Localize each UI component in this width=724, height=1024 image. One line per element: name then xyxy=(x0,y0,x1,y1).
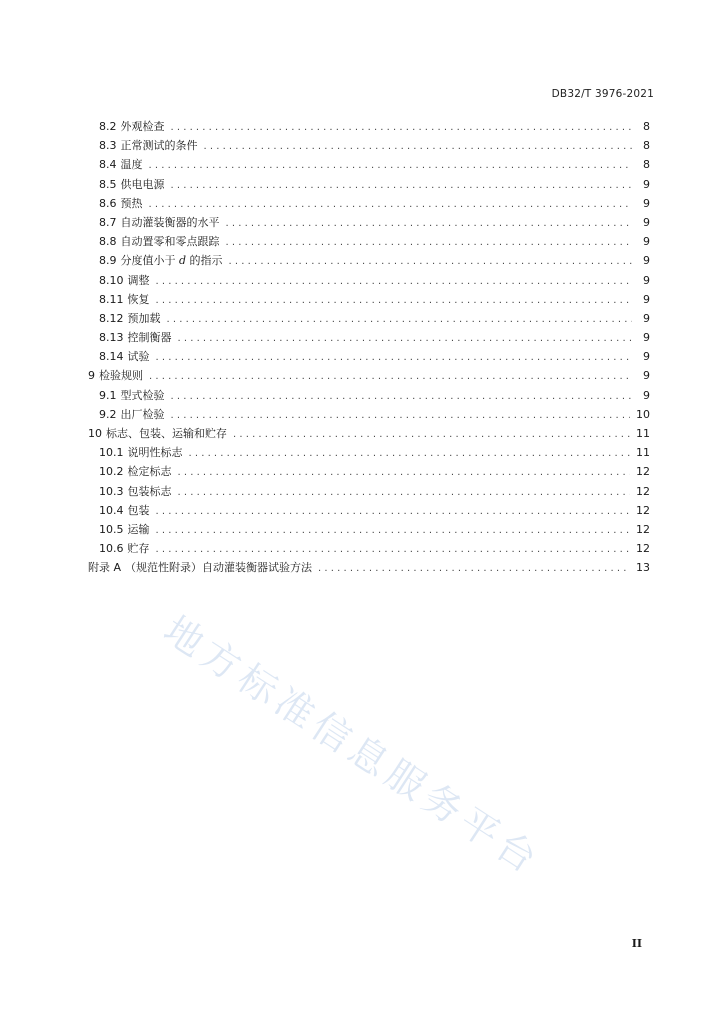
toc-entry-page: 11 xyxy=(636,427,650,440)
toc-entry-number: 10.3 xyxy=(99,484,124,498)
toc-entry-number: 8.11 xyxy=(99,292,124,306)
toc-entry-page: 9 xyxy=(643,369,650,383)
toc-entry-page: 9 xyxy=(643,388,650,402)
toc-leader-dots xyxy=(156,272,633,291)
toc-leader-dots xyxy=(171,406,631,425)
toc-entry-title: 温度 xyxy=(120,158,143,172)
toc-leader-dots xyxy=(178,329,633,348)
toc-entry-number: 8.7 xyxy=(99,215,117,229)
toc-entry[interactable] xyxy=(88,175,650,194)
toc-entry[interactable] xyxy=(88,155,650,174)
toc-entry-page: 8 xyxy=(643,120,650,133)
toc-leader-dots xyxy=(156,540,631,559)
document-id: DB32/T 3976-2021 xyxy=(551,88,654,100)
toc-leader-dots xyxy=(178,483,631,502)
toc-leader-dots xyxy=(167,310,633,329)
toc-leader-dots xyxy=(171,118,633,137)
toc-entry-number: 9 xyxy=(88,369,95,383)
toc-entry-title-part: 的指示 xyxy=(186,254,223,268)
toc-entry-number: 8.4 xyxy=(99,158,117,172)
toc-entry-title: 检定标志 xyxy=(127,465,172,479)
toc-entry[interactable] xyxy=(88,386,650,405)
toc-entry-page: 9 xyxy=(643,273,650,287)
toc-entry[interactable] xyxy=(88,539,650,558)
toc-entry-number: 8.10 xyxy=(99,273,124,287)
toc-entry[interactable] xyxy=(88,136,650,155)
toc-entry-page: 8 xyxy=(643,158,650,172)
toc-entry-page: 9 xyxy=(643,254,650,268)
toc-entry-number: 10.1 xyxy=(99,446,124,460)
toc-entry-number: 10.5 xyxy=(99,522,124,536)
toc-entry-number: 8.9 xyxy=(99,254,117,268)
toc-entry-page: 9 xyxy=(643,311,650,325)
toc-leader-dots xyxy=(226,214,633,233)
toc-entry-title: 说明性标志 xyxy=(127,446,183,460)
toc-entry-title: 贮存 xyxy=(127,542,150,556)
toc-entry[interactable] xyxy=(88,482,650,501)
toc-entry-page: 9 xyxy=(643,196,650,210)
toc-leader-dots xyxy=(149,195,633,214)
toc-entry-title: 正常测试的条件 xyxy=(120,139,198,153)
toc-entry-title: 预热 xyxy=(120,196,143,210)
page-number: II xyxy=(631,937,642,950)
toc-entry-title: 检验规则 xyxy=(99,369,143,383)
toc-entry-number: 10 xyxy=(88,427,102,440)
toc-entry-page: 9 xyxy=(643,292,650,306)
toc-entry-title: 供电电源 xyxy=(120,177,165,191)
toc-entry-title: 试验 xyxy=(127,350,150,364)
toc-entry-title: 外观检查 xyxy=(120,120,165,133)
toc-entry-title xyxy=(121,251,223,270)
toc-entry-number: 10.6 xyxy=(99,542,124,556)
toc-entry-number: 附录 A xyxy=(88,561,122,575)
toc-entry-title: 运输 xyxy=(127,522,150,536)
toc-leader-dots xyxy=(233,425,630,444)
toc-entry[interactable] xyxy=(88,443,650,462)
toc-entry-title: 出厂检验 xyxy=(120,407,165,421)
toc-leader-dots xyxy=(156,291,633,310)
toc-entry-title-part: 分度值小于 xyxy=(120,254,179,268)
toc-entry-page: 13 xyxy=(636,561,650,575)
toc-entry-page: 9 xyxy=(643,331,650,345)
toc-leader-dots xyxy=(156,521,631,540)
toc-entry-page: 9 xyxy=(643,350,650,364)
toc-entry[interactable] xyxy=(88,347,650,366)
toc-entry-number: 8.3 xyxy=(99,139,117,153)
toc-entry-title: 包装 xyxy=(127,503,150,517)
toc-entry-page: 12 xyxy=(636,484,650,498)
toc-entry-number: 8.13 xyxy=(99,331,124,345)
toc-entry[interactable] xyxy=(88,405,650,424)
toc-entry-page: 9 xyxy=(643,235,650,249)
toc-entry-number: 9.1 xyxy=(99,388,117,402)
toc-entry-page: 8 xyxy=(643,139,650,153)
toc-entry-title: 恢复 xyxy=(127,292,150,306)
toc-entry-page: 9 xyxy=(643,177,650,191)
toc-entry[interactable] xyxy=(88,558,650,577)
toc-entry[interactable] xyxy=(88,290,650,309)
toc-entry-page: 12 xyxy=(636,503,650,517)
toc-entry[interactable] xyxy=(88,424,650,443)
toc-entry[interactable] xyxy=(88,213,650,232)
toc-leader-dots xyxy=(226,233,633,252)
toc-entry[interactable] xyxy=(88,366,650,385)
toc-entry[interactable] xyxy=(88,520,650,539)
toc-entry[interactable] xyxy=(88,251,650,270)
watermark: 地方标准信息服务平台 xyxy=(156,607,550,885)
toc-leader-dots xyxy=(156,502,631,521)
toc-entry[interactable] xyxy=(88,462,650,481)
toc-entry-page: 12 xyxy=(636,522,650,536)
toc-entry-page: 10 xyxy=(636,407,650,421)
toc-entry-title: （规范性附录）自动灌装衡器试验方法 xyxy=(125,561,313,575)
toc-leader-dots xyxy=(229,252,632,271)
toc-entry[interactable] xyxy=(88,328,650,347)
toc-entry-title: 调整 xyxy=(127,273,150,287)
toc-leader-dots xyxy=(189,444,631,463)
toc-entry-title: 预加载 xyxy=(127,311,161,325)
toc-leader-dots xyxy=(171,387,633,406)
toc-entry[interactable] xyxy=(88,501,650,520)
toc-entry-number: 8.8 xyxy=(99,235,117,249)
toc-leader-dots xyxy=(178,463,631,482)
toc-entry-title-symbol: d xyxy=(179,254,187,268)
toc-entry[interactable] xyxy=(88,309,650,328)
toc-entry-title: 包装标志 xyxy=(127,484,172,498)
toc-entry-number: 9.2 xyxy=(99,407,117,421)
toc-entry-title: 自动置零和零点跟踪 xyxy=(120,235,220,249)
toc-entry[interactable] xyxy=(88,117,650,136)
toc-entry-page: 12 xyxy=(636,465,650,479)
toc-entry-number: 8.14 xyxy=(99,350,124,364)
table-of-contents xyxy=(88,117,650,578)
toc-entry[interactable] xyxy=(88,271,650,290)
toc-leader-dots xyxy=(156,348,633,367)
toc-entry[interactable] xyxy=(88,194,650,213)
toc-entry-number: 8.5 xyxy=(99,177,117,191)
toc-entry-number: 10.2 xyxy=(99,465,124,479)
toc-entry-title: 控制衡器 xyxy=(127,331,172,345)
toc-entry-number: 8.6 xyxy=(99,196,117,210)
toc-entry-page: 11 xyxy=(636,446,650,460)
toc-entry-title: 标志、包装、运输和贮存 xyxy=(106,427,227,440)
toc-leader-dots xyxy=(149,156,633,175)
toc-leader-dots xyxy=(171,176,633,195)
toc-entry-title: 自动灌装衡器的水平 xyxy=(120,215,220,229)
toc-leader-dots xyxy=(149,367,632,386)
toc-entry[interactable] xyxy=(88,232,650,251)
toc-entry-number: 10.4 xyxy=(99,503,124,517)
toc-entry-number: 8.12 xyxy=(99,311,124,325)
toc-leader-dots xyxy=(204,137,633,156)
toc-leader-dots xyxy=(318,559,630,578)
toc-entry-page: 9 xyxy=(643,215,650,229)
toc-entry-title: 型式检验 xyxy=(120,388,165,402)
toc-entry-number: 8.2 xyxy=(99,120,117,133)
toc-entry-page: 12 xyxy=(636,542,650,556)
